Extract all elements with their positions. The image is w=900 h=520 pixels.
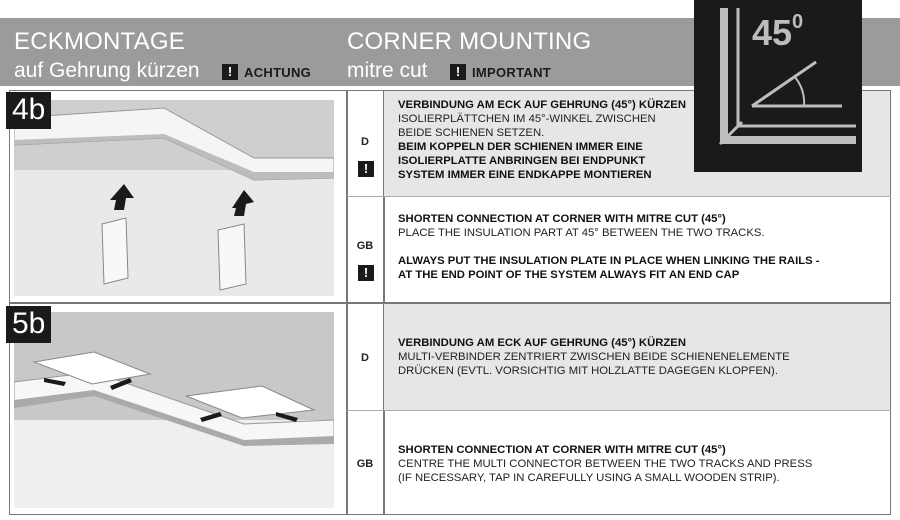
warning-icon: ! [358,264,374,282]
instruction-line: PLACE THE INSULATION PART AT 45° BETWEEN THE TWO TRACKS. [398,227,765,239]
mitre-corner-icon [694,0,862,172]
lang-label-de: D [361,136,369,148]
step-4b-gb-text [398,212,878,282]
instruction-line: ISOLIERPLATTE ANBRINGEN BEI ENDPUNKT [398,155,646,167]
en-warning-label: IMPORTANT [472,64,552,80]
warning-icon: ! [358,160,374,178]
en-title: CORNER MOUNTING [347,28,592,55]
angle-45-icon [694,0,862,172]
instruction-line: SHORTEN CONNECTION AT CORNER WITH MITRE CUT (45°) [398,444,726,456]
instruction-line: (IF NECESSARY, TAP IN CAREFULLY USING A SMALL WOODEN STRIP). [398,472,780,484]
warning-icon: ! [450,64,466,80]
row-divider [347,196,891,197]
instruction-line: ALWAYS PUT THE INSULATION PLATE IN PLACE WHEN LINKING THE RAILS - [398,255,820,267]
step-5b-gb-text [398,443,878,485]
lang-label-gb: GB [356,458,374,470]
row-divider [347,410,891,411]
step-4b-de-text [398,98,698,182]
track-illustration [14,312,334,508]
step-5b-photo [14,312,334,508]
instruction-line [398,240,878,254]
lang-label-gb: GB [356,240,374,252]
de-warning-label: ACHTUNG [244,64,312,80]
instruction-line: BEIM KOPPELN DER SCHIENEN IMMER EINE [398,141,643,153]
step-badge: 4b [6,92,51,129]
instruction-line: CENTRE THE MULTI CONNECTOR BETWEEN THE TWO TRACKS AND PRESS [398,458,813,470]
lang-label-de: D [361,352,369,364]
instruction-line: SHORTEN CONNECTION AT CORNER WITH MITRE CUT (45°) [398,213,726,225]
instruction-line: DRÜCKEN (EVTL. VORSICHTIG MIT HOLZLATTE DAGEGEN KLOPFEN). [398,365,778,377]
de-title: ECKMONTAGE [14,28,185,55]
track-illustration [14,100,334,296]
step-5b-de-text [398,336,878,378]
instruction-line: SYSTEM IMMER EINE ENDKAPPE MONTIEREN [398,169,652,181]
instruction-line: VERBINDUNG AM ECK AUF GEHRUNG (45°) KÜRZEN [398,99,686,111]
angle-label: $45^0$ [752,11,804,53]
instruction-line: BEIDE SCHIENEN SETZEN. [398,127,545,139]
warning-icon: ! [222,64,238,80]
en-warning [450,64,551,80]
instruction-line: VERBINDUNG AM ECK AUF GEHRUNG (45°) KÜRZEN [398,337,686,349]
instruction-line: ISOLIERPLÄTTCHEN IM 45°-WINKEL ZWISCHEN [398,113,656,125]
instruction-line: AT THE END POINT OF THE SYSTEM ALWAYS FIT AN END CAP [398,269,740,281]
de-warning [222,64,311,80]
en-subtitle: mitre cut [347,59,428,82]
de-subtitle: auf Gehrung kürzen [14,59,200,82]
step-4b-photo [14,100,334,296]
step-badge: 5b [6,306,51,343]
instruction-line: MULTI-VERBINDER ZENTRIERT ZWISCHEN BEIDE SCHIENENELEMENTE [398,351,790,363]
